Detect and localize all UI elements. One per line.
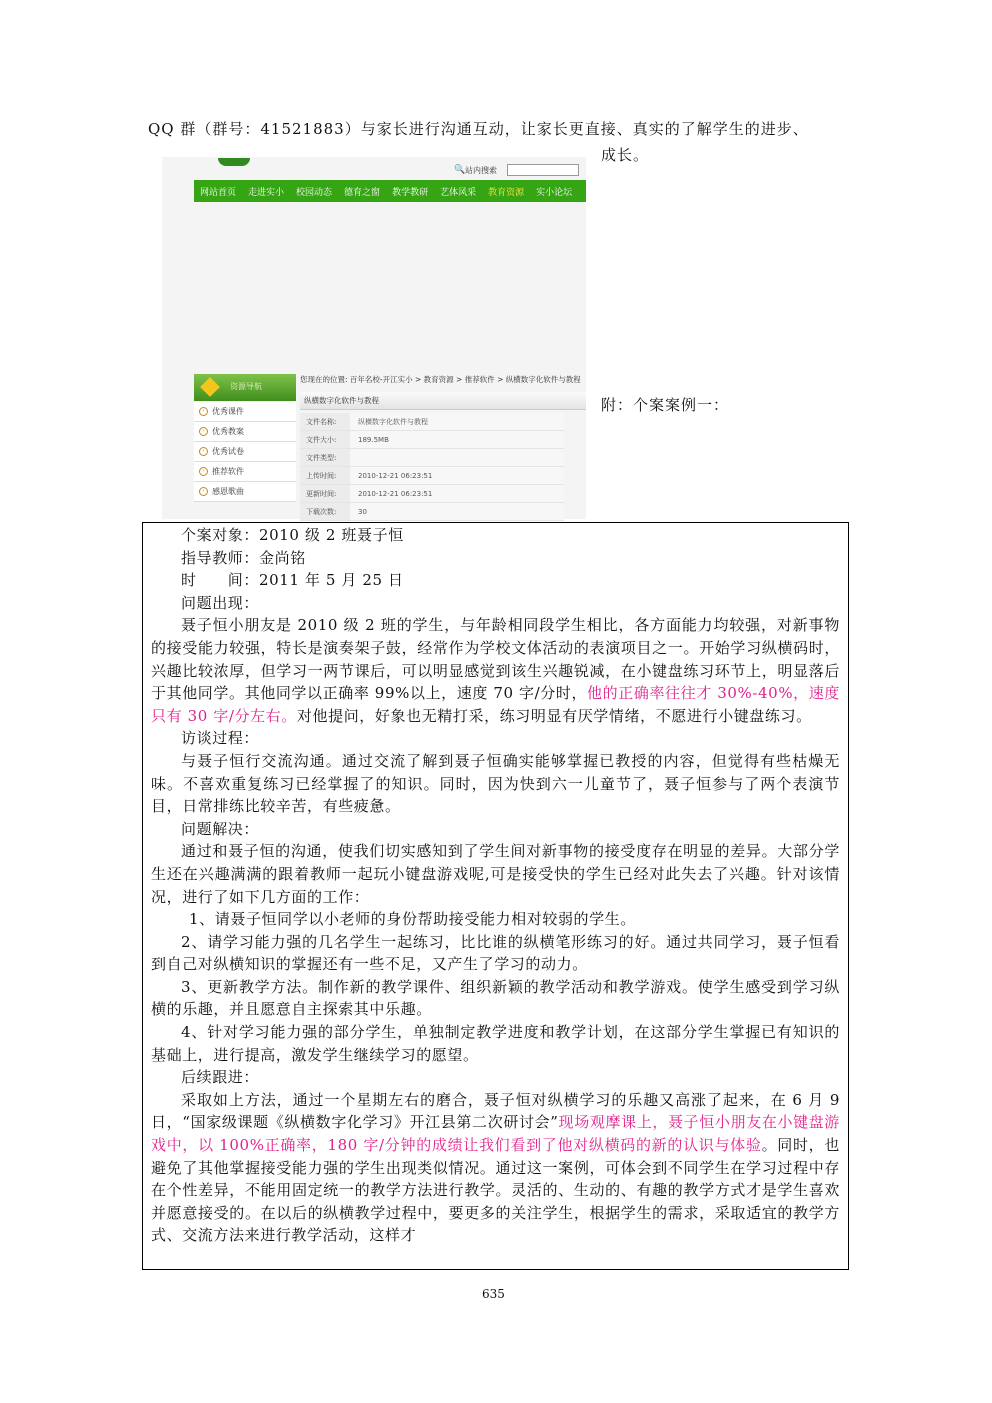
info-key: 文件名称: xyxy=(300,413,350,430)
followup-paragraph xyxy=(151,1089,840,1247)
attachment-label: 附：个案案例一： xyxy=(601,396,730,414)
nav-item-active[interactable]: 教育资源 xyxy=(488,187,525,198)
info-row xyxy=(300,467,564,485)
solution-heading: 问题解决： xyxy=(181,819,260,838)
solution-step-3: 3、更新教学方法。制作新的教学课件、组织新颖的教学活动和教学游戏。使学生感受到学习纵横的乐趣，并且愿意自主探索其中乐趣。 xyxy=(151,977,840,1019)
followup-text: 采取如上方法，通过一个星期左右的磨合，聂子恒对纵横学习的乐趣又高涨了起来，在 6 月 9 日，“国家级课题《纵横数字化学习》开江县第二次研讨会” xyxy=(151,1090,840,1132)
nav-item[interactable]: 教学教研 xyxy=(392,187,429,198)
arrow-bullet-icon: › xyxy=(199,447,208,456)
intro-line-1: QQ 群（群号：41521883）与家长进行沟通互动，让家长更直接、真实的了解学生的进步、 xyxy=(148,120,809,138)
sidebar-item[interactable] xyxy=(194,482,296,502)
sidebar-decoration-icon xyxy=(200,377,220,397)
info-value: 30 xyxy=(350,503,564,520)
solution-step-1: 1、请聂子恒同学以小老师的身份帮助接受能力相对较弱的学生。 xyxy=(189,910,636,929)
file-info-table xyxy=(300,413,564,521)
nav-item[interactable]: 网站首页 xyxy=(200,187,237,198)
arrow-bullet-icon: › xyxy=(199,427,208,436)
solution-step-2: 2、请学习能力强的几名学生一起练习，比比谁的纵横笔形练习的好。通过共同学习，聂子恒看到自己对纵横知识的掌握还有一些不足，又产生了学习的动力。 xyxy=(151,932,840,974)
problem-highlight: 他的正确率往往才 30%-40%，速度只有 30 字/分左右。 xyxy=(151,684,840,725)
info-row xyxy=(300,503,564,521)
info-value: 189.5MB xyxy=(350,431,564,448)
sidebar-item[interactable] xyxy=(194,402,296,422)
nav-item[interactable]: 走进实小 xyxy=(248,187,285,198)
info-value: 2010-12-21 06:23:51 xyxy=(350,467,564,484)
problem-text: 聂子恒小朋友是 2010 级 2 班的学生，与年龄相同段学生相比，各方面能力均较强，对新事物的接受能力较强，特长是演奏架子鼓，经常作为学校文体活动的表演项目之一。开始学习纵横码时，兴趣比较浓厚，但学习一两节课后，可以明显感觉到该生兴趣锐减，在小键盘练习环节上，明显落后于其他同学。其他同学以正确率 99%以上，速度 70 字/分时， xyxy=(151,616,840,703)
case-teacher: 指导教师：金尚铭 xyxy=(181,548,306,567)
nav-item[interactable]: 实小论坛 xyxy=(536,187,573,198)
interview-heading: 访谈过程： xyxy=(181,729,260,748)
case-subject: 个案对象：2010 级 2 班聂子恒 xyxy=(181,526,404,544)
info-row xyxy=(300,449,564,467)
info-value: 2010-12-21 06:23:51 xyxy=(350,485,564,502)
info-key: 文件类型: xyxy=(300,449,350,466)
sidebar-item-label: 推荐软件 xyxy=(212,467,244,476)
sidebar-item[interactable] xyxy=(194,422,296,442)
info-value: 纵横数字化软件与教程 xyxy=(350,413,564,430)
sidebar-item[interactable] xyxy=(194,442,296,462)
search-icon: 🔍 xyxy=(454,165,466,175)
sidebar-item-label: 优秀教案 xyxy=(212,427,244,436)
search-label: 站内搜索 xyxy=(465,166,497,175)
info-key: 上传时间: xyxy=(300,467,350,484)
sidebar-header xyxy=(194,374,296,401)
tab-title: 纵横数字化软件与教程 xyxy=(304,396,379,405)
sidebar-list xyxy=(194,402,296,502)
arrow-bullet-icon: › xyxy=(199,467,208,476)
arrow-bullet-icon: › xyxy=(199,407,208,416)
followup-text-end: 。同时，也避免了其他掌握接受能力强的学生出现类似情况。通过这一案例，可体会到不同学生在学习过程中存在个性差异，不能用固定统一的教学方法进行教学。灵活的、生动的、有趣的教学方式才是学生喜欢并愿意接受的。在以后的纵横教学过程中，要更多的关注学生，根据学生的需求，采取适宜的教学方式、交流方法来进行教学活动，这样才 xyxy=(151,1136,840,1245)
problem-paragraph xyxy=(151,614,840,727)
case-box xyxy=(142,522,849,1270)
problem-heading: 问题出现： xyxy=(181,593,260,612)
sidebar-item-label: 优秀课件 xyxy=(212,407,244,416)
case-time: 时 间：2011 年 5 月 25 日 xyxy=(181,571,404,590)
info-key: 更新时间: xyxy=(300,485,350,502)
nav-item[interactable]: 艺体风采 xyxy=(440,187,477,198)
website-screenshot xyxy=(162,157,586,519)
site-logo xyxy=(218,158,250,166)
problem-text-end: 对他提问，好象也无精打采，练习明显有厌学情绪，不愿进行小键盘练习。 xyxy=(296,706,812,725)
search-input[interactable] xyxy=(507,164,579,176)
nav-item[interactable]: 校园动态 xyxy=(296,187,333,198)
site-nav xyxy=(194,180,586,202)
interview-paragraph: 与聂子恒行交流沟通。通过交流了解到聂子恒确实能够掌握已教授的内容，但觉得有些枯燥无味。不喜欢重复练习已经掌握了的知识。同时，因为快到六一儿童节了，聂子恒参与了两个表演节目，日常排练比较辛苦，有些疲惫。 xyxy=(151,751,840,816)
sidebar-item-label: 感恩歌曲 xyxy=(212,487,244,496)
info-row xyxy=(300,413,564,431)
info-value xyxy=(350,449,564,466)
solution-step-4: 4、针对学习能力强的部分学生，单独制定教学进度和教学计划，在这部分学生掌握已有知识的基础上，进行提高，激发学生继续学习的愿望。 xyxy=(151,1023,840,1064)
info-row xyxy=(300,431,564,449)
followup-highlight: 现场观摩课上，聂子恒小朋友在小键盘游戏中，以 100%正确率，180 字/分钟的成绩让我们看到了他对纵横码的新的认识与体验 xyxy=(151,1113,840,1155)
sidebar-item[interactable] xyxy=(194,462,296,482)
intro-line-2: 成长。 xyxy=(601,146,650,164)
sidebar-title: 资源导航 xyxy=(230,382,262,391)
nav-item[interactable]: 德育之窗 xyxy=(344,187,381,198)
sidebar-item-label: 优秀试卷 xyxy=(212,447,244,456)
breadcrumb: 您现在的位置: 百年名校-开江实小 > 教育资源 > 推荐软件 > 纵横数字化软件与教程 xyxy=(300,375,581,384)
solution-paragraph: 通过和聂子恒的沟通，使我们切实感知到了学生间对新事物的接受度存在明显的差异。大部分学生还在兴趣满满的跟着教师一起玩小键盘游戏呢,可是接受快的学生已经对此失去了兴趣。针对该情况，进行了如下几方面的工作： xyxy=(151,842,840,906)
case-content xyxy=(151,524,840,1247)
info-key: 文件大小: xyxy=(300,431,350,448)
followup-heading: 后续跟进： xyxy=(181,1068,260,1087)
arrow-bullet-icon: › xyxy=(199,487,208,496)
content-tab xyxy=(300,392,586,410)
info-row xyxy=(300,485,564,503)
page-number: 635 xyxy=(482,1287,505,1301)
info-key: 下载次数: xyxy=(300,503,350,520)
